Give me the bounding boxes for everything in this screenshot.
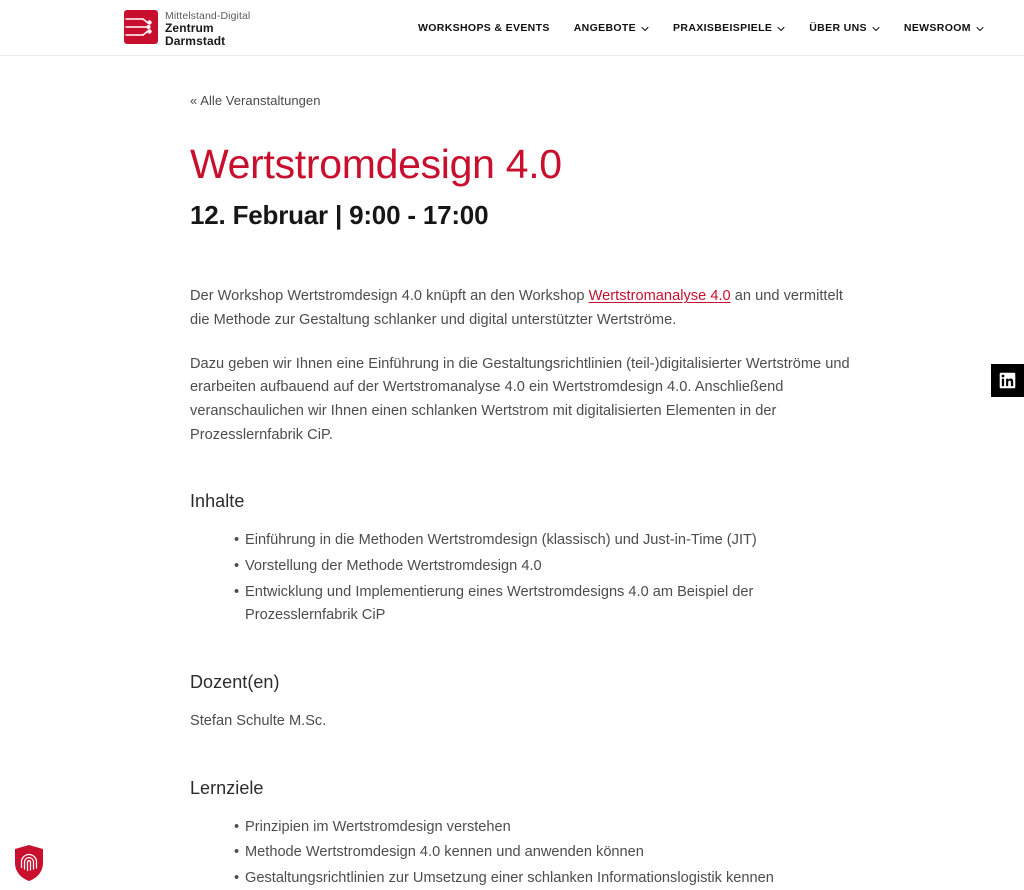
list-item bbox=[190, 529, 850, 553]
paragraph-intro bbox=[190, 285, 850, 332]
bullet-icon bbox=[190, 816, 245, 840]
list-item bbox=[190, 867, 850, 890]
linkedin-share-button[interactable] bbox=[991, 364, 1024, 397]
nav-item-ueber-uns[interactable] bbox=[809, 22, 880, 34]
event-date: 12. Februar | 9:00 - 17:00 bbox=[190, 200, 850, 231]
list-item bbox=[190, 816, 850, 840]
page-main bbox=[0, 56, 1024, 890]
list-item-label: Prinzipien im Wertstromdesign verstehen bbox=[245, 819, 511, 835]
section-lernziele bbox=[190, 778, 850, 890]
bullet-icon bbox=[190, 581, 245, 605]
linkedin-icon bbox=[999, 372, 1016, 389]
section-heading-inhalte: Inhalte bbox=[190, 491, 850, 512]
section-dozenten bbox=[190, 672, 850, 734]
list-inhalte bbox=[190, 529, 850, 628]
nav-label: WORKSHOPS & EVENTS bbox=[418, 22, 550, 34]
bullet-icon bbox=[190, 529, 245, 553]
list-item bbox=[190, 555, 850, 579]
section-heading-dozenten: Dozent(en) bbox=[190, 672, 850, 693]
list-item bbox=[190, 841, 850, 865]
page-title: Wertstromdesign 4.0 bbox=[190, 143, 850, 186]
brand-line-1: Mittelstand-Digital bbox=[165, 11, 250, 22]
dozent-name: Stefan Schulte M.Sc. bbox=[190, 710, 850, 734]
list-item-label: Vorstellung der Methode Wertstromdesign 4.0 bbox=[245, 558, 542, 574]
paragraph-intro-part2: an und vermittelt die Methode zur Gestaltung schlanker und digital unterstützter Wertströme. bbox=[190, 288, 843, 328]
privacy-consent-button[interactable] bbox=[13, 844, 45, 882]
link-wertstromanalyse[interactable]: Wertstromanalyse 4.0 bbox=[589, 288, 731, 304]
section-inhalte bbox=[190, 491, 850, 628]
list-item-label: Methode Wertstromdesign 4.0 kennen und anwenden können bbox=[245, 844, 644, 860]
list-item-label: Gestaltungsrichtlinien zur Umsetzung einer schlanken Informationslogistik kennen bbox=[245, 870, 774, 886]
brand-logo[interactable] bbox=[124, 10, 250, 48]
nav-item-newsroom[interactable] bbox=[904, 22, 984, 34]
nav-label: ANGEBOTE bbox=[574, 22, 636, 34]
section-body-lernziele bbox=[190, 816, 850, 890]
brand-text bbox=[165, 10, 250, 48]
chevron-down-icon bbox=[777, 25, 785, 33]
list-lernziele bbox=[190, 816, 850, 890]
site-header bbox=[0, 0, 1024, 56]
chevron-down-icon bbox=[641, 25, 649, 33]
list-item-label: Einführung in die Methoden Wertstromdesign (klassisch) und Just-in-Time (JIT) bbox=[245, 532, 757, 548]
main-navigation bbox=[418, 0, 984, 56]
list-item-label: Entwicklung und Implementierung eines Wertstromdesigns 4.0 am Beispiel der Prozesslernfabrik CiP bbox=[245, 584, 753, 624]
circuit-board-icon bbox=[124, 10, 158, 44]
section-body-inhalte bbox=[190, 529, 850, 628]
brand-line-3: Darmstadt bbox=[165, 35, 250, 48]
paragraph-description: Dazu geben wir Ihnen eine Einführung in die Gestaltungsrichtlinien (teil-)digitalisierter Wertströme und erarbeiten aufbauend auf der Wertstromanalyse 4.0 ein Wertstromdesign 4.0. Anschließend veranschaulichen wir Ihnen einen schlanken Wertstrom mit digitalisierten Elementen in der Prozesslernfabrik CiP. bbox=[190, 353, 850, 448]
nav-item-workshops-events[interactable] bbox=[418, 22, 550, 34]
bullet-icon bbox=[190, 841, 245, 865]
brand-line-2: Zentrum bbox=[165, 22, 250, 35]
nav-label: ÜBER UNS bbox=[809, 22, 867, 34]
shield-fingerprint-icon bbox=[13, 844, 45, 882]
content-column bbox=[190, 92, 850, 890]
chevron-down-icon bbox=[976, 25, 984, 33]
section-heading-lernziele: Lernziele bbox=[190, 778, 850, 799]
chevron-down-icon bbox=[872, 25, 880, 33]
nav-item-angebote[interactable] bbox=[574, 22, 649, 34]
intro-block bbox=[190, 285, 850, 447]
breadcrumb-all-events[interactable]: « Alle Veranstaltungen bbox=[190, 93, 320, 108]
section-body-dozenten bbox=[190, 710, 850, 734]
nav-label: NEWSROOM bbox=[904, 22, 971, 34]
bullet-icon bbox=[190, 555, 245, 579]
bullet-icon bbox=[190, 867, 245, 890]
nav-label: PRAXISBEISPIELE bbox=[673, 22, 772, 34]
nav-item-praxisbeispiele[interactable] bbox=[673, 22, 785, 34]
paragraph-intro-part1: Der Workshop Wertstromdesign 4.0 knüpft an den Workshop bbox=[190, 288, 589, 304]
list-item bbox=[190, 581, 850, 628]
